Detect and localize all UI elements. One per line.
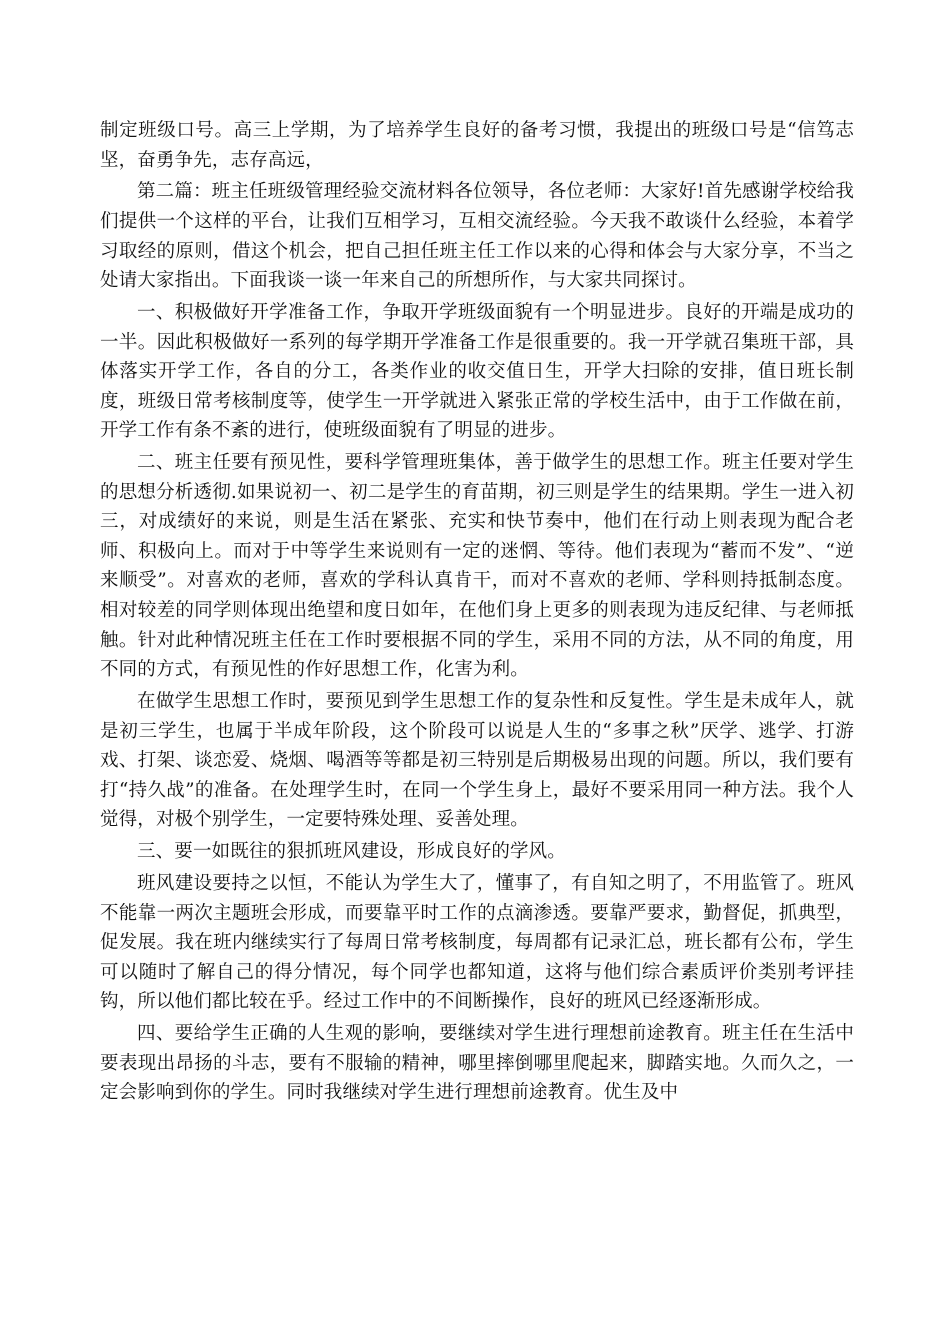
paragraph-class-slogan: 制定班级口号。高三上学期，为了培养学生良好的备考习惯，我提出的班级口号是“信笃志坚，奋勇争先，志存高远，: [100, 120, 854, 171]
paragraph-thought-work: 在做学生思想工作时，要预见到学生思想工作的复杂性和反复性。学生是未成年人，就是初三学生，也属于半成年阶段，这个阶段可以说是人生的“多事之秋”厌学、逃学、打游戏、打架、谈恋爱、烧烟、喝酒等等都是初三特别是后期极易出现的问题。所以，我们要有打“持久战”的准备。在处理学生时，在同一个学生身上，最好不要采用同一种方法。我个人觉得，对极个别学生，一定要特殊处理、妥善处理。: [100, 691, 854, 831]
paragraph-chapter-two-intro: 第二篇：班主任班级管理经验交流材料各位领导，各位老师：大家好!首先感谢学校给我们提供一个这样的平台，让我们互相学习，互相交流经验。今天我不敢谈什么经验，本着学习取经的原则，借这个机会，把自己担任班主任工作以来的心得和体会与大家分享，不当之处请大家指出。下面我谈一谈一年来自己的所想所作，与大家共同探讨。: [100, 181, 854, 292]
paragraph-section-four: 四、要给学生正确的人生观的影响，要继续对学生进行理想前途教育。班主任在生活中要表现出昂扬的斗志，要有不服输的精神，哪里摔倒哪里爬起来，脚踏实地。久而久之，一定会影响到你的学生。同时我继续对学生进行理想前途教育。优生及中: [100, 1023, 854, 1104]
paragraph-section-two: 二、班主任要有预见性，要科学管理班集体，善于做学生的思想工作。班主任要对学生的思想分析透彻.如果说初一、初二是学生的育苗期，初三则是学生的结果期。学生一进入初三，对成绩好的来说，则是生活在紧张、充实和快节奏中，他们在行动上则表现为配合老师、积极向上。而对于中等学生来说则有一定的迷惘、等待。他们表现为“蓄而不发”、“逆来顺受”。对喜欢的老师，喜欢的学科认真肯干，而对不喜欢的老师、学科则持抵制态度。相对较差的同学则体现出绝望和度日如年，在他们身上更多的则表现为违反纪律、与老师抵触。针对此种情况班主任在工作时要根据不同的学生，采用不同的方法，从不同的角度，用不同的方式，有预见性的作好思想工作，化害为利。: [100, 452, 854, 681]
document-body: [100, 116, 854, 1110]
paragraph-section-three-heading: 三、要一如既往的狠抓班风建设，形成良好的学风。: [137, 841, 566, 863]
paragraph-class-style: 班风建设要持之以恒，不能认为学生大了，懂事了，有自知之明了，不用监管了。班风不能靠一两次主题班会形成，而要靠平时工作的点滴渗透。要靠严要求，勤督促，抓典型，促发展。我在班内继续实行了每周日常考核制度，每周都有记录汇总，班长都有公布，学生可以随时了解自己的得分情况，每个同学也都知道，这将与他们综合素质评价类别考评挂钩，所以他们都比较在乎。经过工作中的不间断操作，良好的班风已经逐渐形成。: [100, 872, 854, 1013]
paragraph-section-one: 一、积极做好开学准备工作，争取开学班级面貌有一个明显进步。良好的开端是成功的一半。因此积极做好一系列的每学期开学准备工作是很重要的。我一开学就召集班干部，具体落实开学工作，各自的分工，各类作业的收交值日生，开学大扫除的安排，值日班长制度，班级日常考核制度等，使学生一开学就进入紧张正常的学校生活中，由于工作做在前，开学工作有条不紊的进行，使班级面貌有了明显的进步。: [100, 301, 854, 442]
